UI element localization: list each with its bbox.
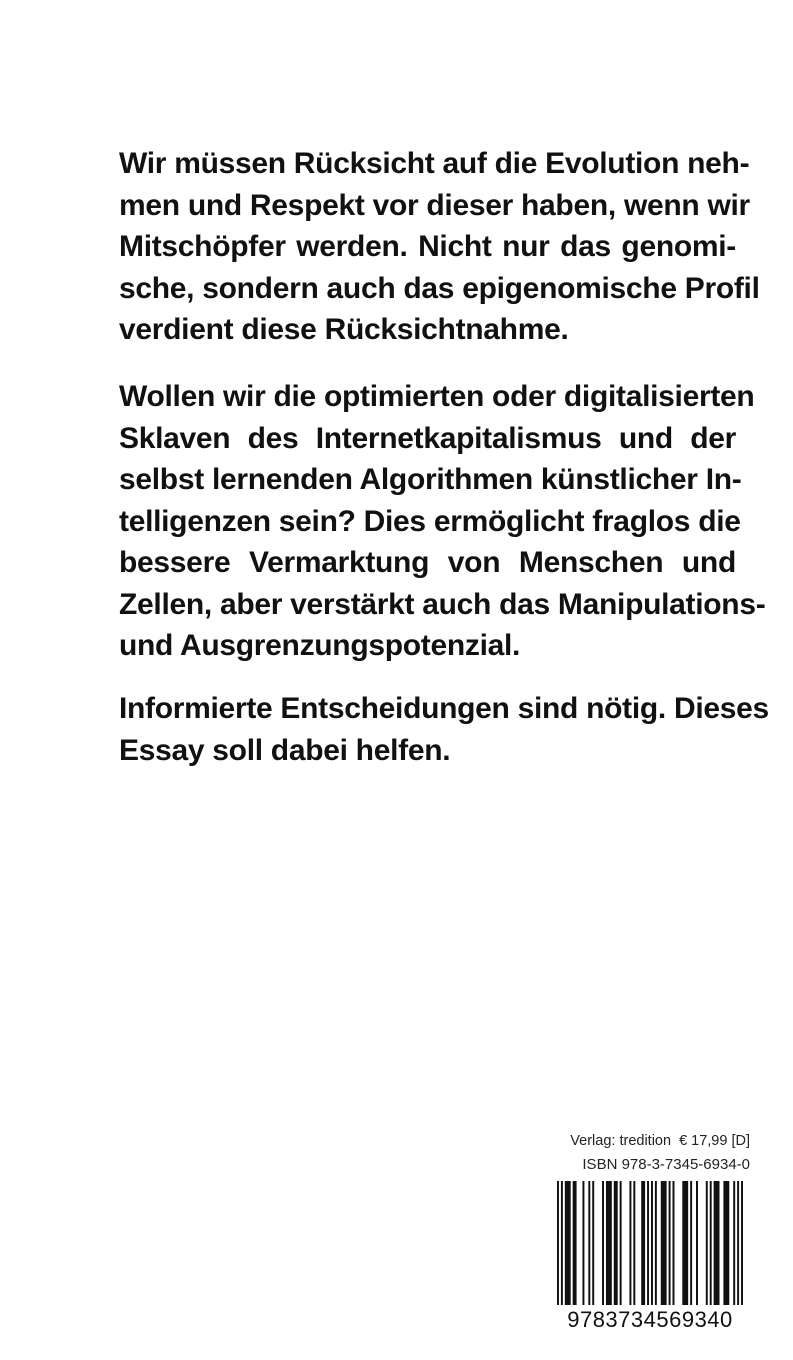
- barcode-bar: [714, 1181, 720, 1305]
- barcode: [557, 1181, 743, 1332]
- barcode-bar: [710, 1181, 712, 1305]
- paragraph-text: [119, 376, 766, 667]
- paragraph-evolution: [119, 143, 760, 351]
- barcode-bar: [557, 1181, 559, 1305]
- barcode-bar: [655, 1181, 657, 1305]
- text-line: telligenzen sein? Dies ermöglicht fraglos die: [119, 504, 741, 538]
- barcode-bar: [696, 1181, 698, 1305]
- text-line: Sklaven des Internetkapitalismus und der: [119, 421, 736, 455]
- barcode-bar: [561, 1181, 563, 1305]
- barcode-bar: [588, 1181, 590, 1305]
- publisher-text: Verlag: tredition: [570, 1133, 672, 1149]
- barcode-bars: [557, 1181, 743, 1305]
- barcode-area: [548, 1130, 758, 1332]
- barcode-bar: [723, 1181, 729, 1305]
- barcode-bar: [592, 1181, 594, 1305]
- text-line: Wir müssen Rücksicht auf die Evolution neh-: [119, 147, 750, 180]
- barcode-bar: [673, 1181, 675, 1305]
- barcode-bar: [733, 1181, 735, 1305]
- barcode-bar: [565, 1181, 571, 1305]
- price-text: € 17,99 [D]: [679, 1133, 750, 1149]
- barcode-bar: [582, 1181, 584, 1305]
- imprint-line: [548, 1130, 758, 1152]
- text-line: Informierte Entscheidungen sind nötig. Dieses: [119, 692, 769, 725]
- barcode-bar: [602, 1181, 604, 1305]
- text-line: und Ausgrenzungspotenzial.: [119, 629, 521, 662]
- text-line: Essay soll dabei helfen.: [119, 733, 451, 767]
- barcode-bar: [647, 1181, 649, 1305]
- paragraph-text: [119, 688, 769, 771]
- barcode-bar: [614, 1181, 618, 1305]
- barcode-bar: [573, 1181, 577, 1305]
- text-line: men und Respekt vor dieser haben, wenn wir: [119, 188, 750, 222]
- barcode-bar: [651, 1181, 653, 1305]
- paragraph-informed-decisions: [119, 688, 769, 771]
- barcode-bar: [706, 1181, 708, 1305]
- paragraph-internet-capitalism: [119, 376, 766, 667]
- barcode-bar: [669, 1181, 671, 1305]
- barcode-bar: [661, 1181, 667, 1305]
- barcode-bar: [606, 1181, 612, 1305]
- barcode-bar: [633, 1181, 635, 1305]
- text-line: selbst lernenden Algorithmen künstlicher In-: [119, 463, 742, 496]
- barcode-bar: [682, 1181, 688, 1305]
- text-line: Wollen wir die optimierten oder digitalisierten: [119, 380, 755, 413]
- barcode-bar: [690, 1181, 692, 1305]
- text-line: verdient diese Rücksichtnahme.: [119, 313, 569, 346]
- text-line: sche, sondern auch das epigenomische Profil: [119, 271, 760, 305]
- barcode-bar: [629, 1181, 631, 1305]
- text-line: bessere Vermarktung von Menschen und: [119, 546, 736, 579]
- paragraph-text: [119, 143, 760, 351]
- barcode-bar: [737, 1181, 739, 1305]
- text-line: Mitschöpfer werden. Nicht nur das genomi-: [119, 230, 736, 263]
- barcode-bar: [741, 1181, 743, 1305]
- barcode-digits: 9783734569340: [567, 1307, 733, 1332]
- isbn-text: ISBN 978-3-7345-6934-0: [582, 1156, 750, 1173]
- barcode-bar: [641, 1181, 645, 1305]
- barcode-bar: [620, 1181, 622, 1305]
- text-line: Zellen, aber verstärkt auch das Manipulations-: [119, 587, 766, 621]
